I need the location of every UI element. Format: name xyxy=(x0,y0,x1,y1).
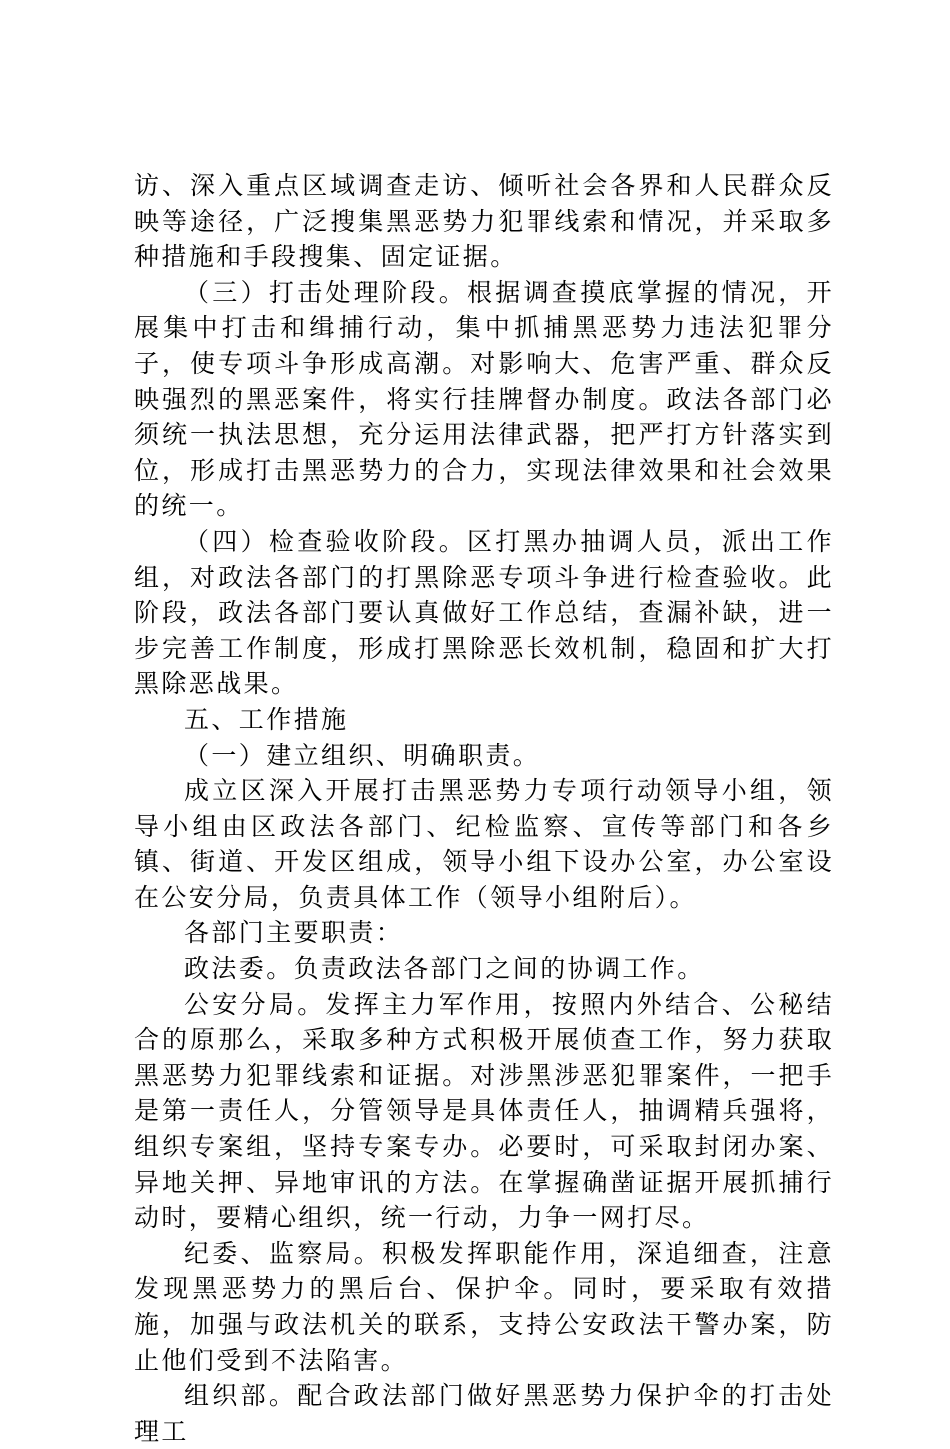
paragraph-organization-department: 组织部。配合政法部门做好黑恶势力保护伞的打击处理工 xyxy=(134,1381,834,1446)
paragraph-stage-four: （四）检查验收阶段。区打黑办抽调人员，派出工作组，对政法各部门的打黑除恶专项斗争进行检查验收。此阶段，政法各部门要认真做好工作总结，查漏补缺，进一步完善工作制度，形成打黑除恶长效机制，稳固和扩大打黑除恶战果。 xyxy=(134,526,834,699)
section-heading-measures: 五、工作措施 xyxy=(184,704,349,734)
paragraph-discipline-supervision: 纪委、监察局。积极发挥职能作用，深追细查，注意发现黑恶势力的黑后台、保护伞。同时，要采取有效措施，加强与政法机关的联系，支持公安政法干警办案，防止他们受到不法陷害。 xyxy=(134,1238,834,1375)
paragraph-leading-group: 成立区深入开展打击黑恶势力专项行动领导小组，领导小组由区政法各部门、纪检监察、宣传等部门和各乡镇、街道、开发区组成，领导小组下设办公室，办公室设在公安分局，负责具体工作（领导小组附后）。 xyxy=(134,776,834,912)
paragraph-continuation: 访、深入重点区域调查走访、倾听社会各界和人民群众反映等途径，广泛搜集黑恶势力犯罪线索和情况，并采取多种措施和手段搜集、固定证据。 xyxy=(134,171,834,272)
document-body xyxy=(134,168,834,1449)
paragraph-stage-three: （三）打击处理阶段。根据调查摸底掌握的情况，开展集中打击和缉捕行动，集中抓捕黑恶势力违法犯罪分子，使专项斗争形成高潮。对影响大、危害严重、群众反映强烈的黑恶案件，将实行挂牌督办制度。政法各部门必须统一执法思想，充分运用法律武器，把严打方针落实到位，形成打击黑恶势力的合力，实现法律效果和社会效果的统一。 xyxy=(134,277,834,521)
paragraph-public-security: 公安分局。发挥主力军作用，按照内外结合、公秘结合的原那么，采取多种方式积极开展侦查工作，努力获取黑恶势力犯罪线索和证据。对涉黑涉恶犯罪案件，一把手是第一责任人，分管领导是具体责任人，抽调精兵强将，组织专案组，坚持专案专办。必要时，可采取封闭办案、异地关押、异地审讯的方法。在掌握确凿证据开展抓捕行动时，要精心组织，统一行动，力争一网打尽。 xyxy=(134,989,834,1233)
paragraph-duties-intro: 各部门主要职责： xyxy=(184,918,404,948)
paragraph-political-legal-committee: 政法委。负责政法各部门之间的协调工作。 xyxy=(184,954,705,984)
subheading-organization: （一）建立组织、明确职责。 xyxy=(184,740,541,770)
